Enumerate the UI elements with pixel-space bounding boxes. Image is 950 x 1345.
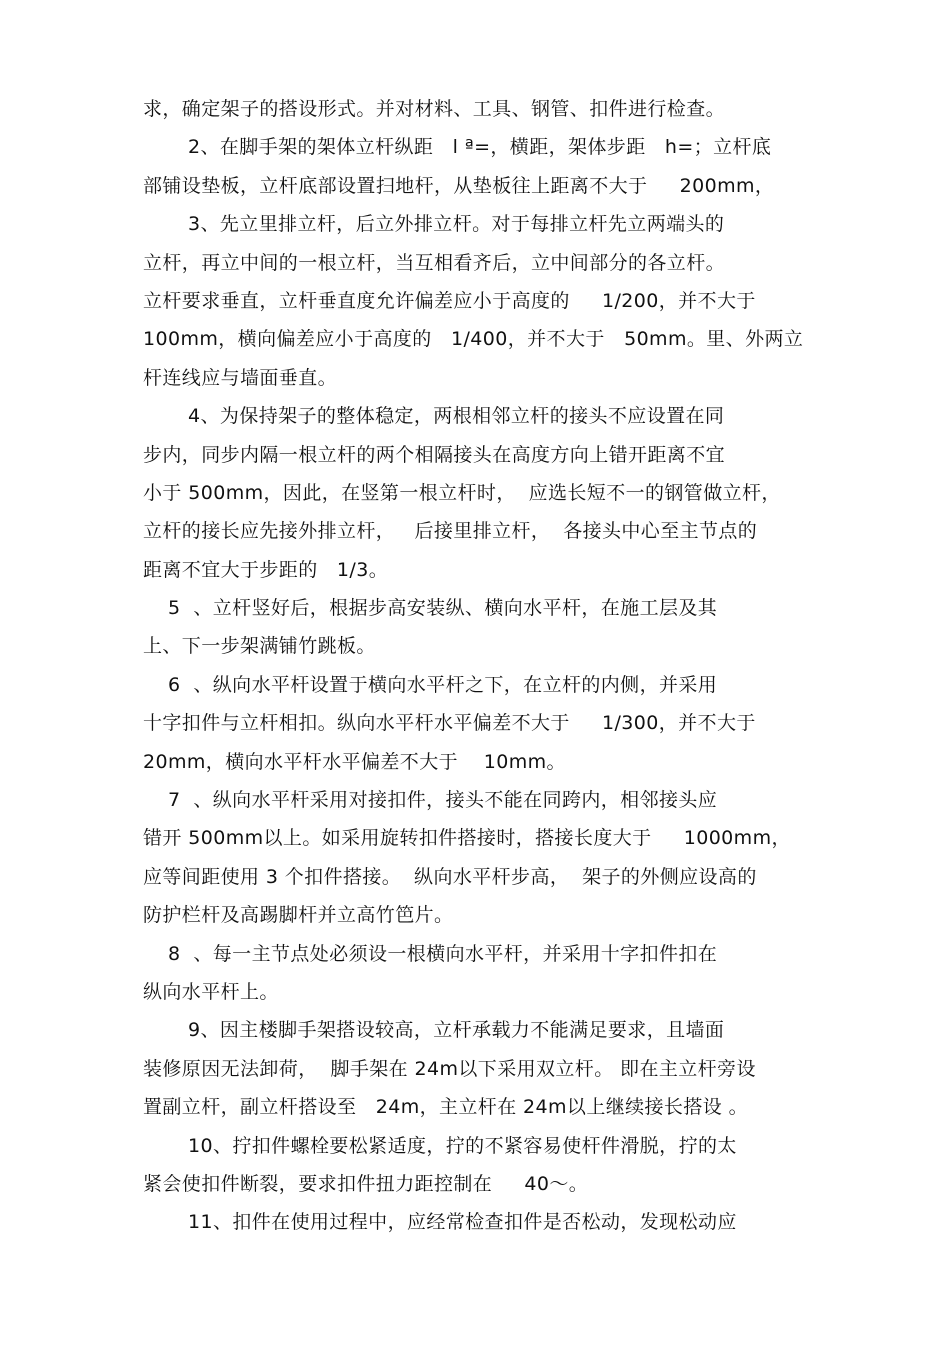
text-line: 8 、每一主节点处必须设一根横向水平杆，并采用十字扣件扣在	[168, 942, 718, 965]
text-line: 10、拧扣件螺栓要松紧适度，拧的不紧容易使杆件滑脱，拧的太	[188, 1134, 737, 1157]
text-line: 6 、纵向水平杆设置于横向水平杆之下，在立杆的内侧，并采用	[168, 673, 718, 696]
text-line: 上、下一步架满铺竹跳板。	[143, 635, 376, 658]
text-line: 纵向水平杆上。	[143, 980, 279, 1003]
document-body	[143, 90, 808, 1242]
text-line: 小于 500mm，因此，在竖第一根立杆时， 应选长短不一的钢管做立杆，	[143, 481, 781, 504]
text-line: 3、先立里排立杆，后立外排立杆。对于每排立杆先立两端头的	[188, 213, 725, 236]
text-line: 应等间距使用 3 个扣件搭接。 纵向水平杆步高， 架子的外侧应设高的	[143, 865, 757, 888]
text-line: 紧会使扣件断裂，要求扣件扭力距控制在 40～。	[143, 1172, 589, 1195]
text-line: 立杆的接长应先接外排立杆， 后接里排立杆， 各接头中心至主节点的	[143, 520, 758, 543]
text-line: 错开 500mm以上。如采用旋转扣件搭接时，搭接长度大于 1000mm，	[143, 827, 791, 850]
text-line: 20mm，横向水平杆水平偏差不大于 10mm。	[143, 750, 566, 773]
text-line: 4、为保持架子的整体稳定，两根相邻立杆的接头不应设置在同	[188, 405, 725, 428]
text-line: 十字扣件与立杆相扣。纵向水平杆水平偏差不大于 1/300，并不大于	[143, 712, 756, 735]
text-line: 防护栏杆及高踢脚杆并立高竹笆片。	[143, 904, 454, 927]
text-line: 距离不宜大于步距的 1/3。	[143, 558, 389, 581]
text-line: 11、扣件在使用过程中，应经常检查扣件是否松动，发现松动应	[188, 1211, 737, 1234]
text-line: 杆连线应与墙面垂直。	[143, 366, 338, 389]
text-line: 9、因主楼脚手架搭设较高，立杆承载力不能满足要求，且墙面	[188, 1019, 725, 1042]
text-line: 部铺设垫板，立杆底部设置扫地杆，从垫板往上距离不大于 200mm，	[143, 174, 775, 197]
text-line: 100mm，横向偏差应小于高度的 1/400，并不大于 50mm。里、外两立	[143, 328, 804, 351]
text-line: 求，确定架子的搭设形式。并对材料、工具、钢管、扣件进行检查。	[143, 98, 726, 120]
text-line: 立杆要求垂直，立杆垂直度允许偏差应小于高度的 1/200，并不大于	[143, 289, 756, 312]
text-line: 7 、纵向水平杆采用对接扣件，接头不能在同跨内，相邻接头应	[168, 789, 718, 812]
text-line: 装修原因无法卸荷， 脚手架在 24m以下采用双立杆。 即在主立杆旁设	[143, 1057, 756, 1080]
text-line: 5 、立杆竖好后，根据步高安装纵、横向水平杆，在施工层及其	[168, 597, 718, 620]
text-line: 步内，同步内隔一根立杆的两个相隔接头在高度方向上错开距离不宜	[143, 443, 726, 466]
text-line: 立杆，再立中间的一根立杆，当互相看齐后，立中间部分的各立杆。	[143, 251, 726, 274]
text-line: 置副立杆，副立杆搭设至 24m，主立杆在 24m以上继续接长搭设 。	[143, 1096, 748, 1119]
text-line: 2、在脚手架的架体立杆纵距 l ª=，横距，架体步距 h=；立杆底	[188, 136, 772, 159]
